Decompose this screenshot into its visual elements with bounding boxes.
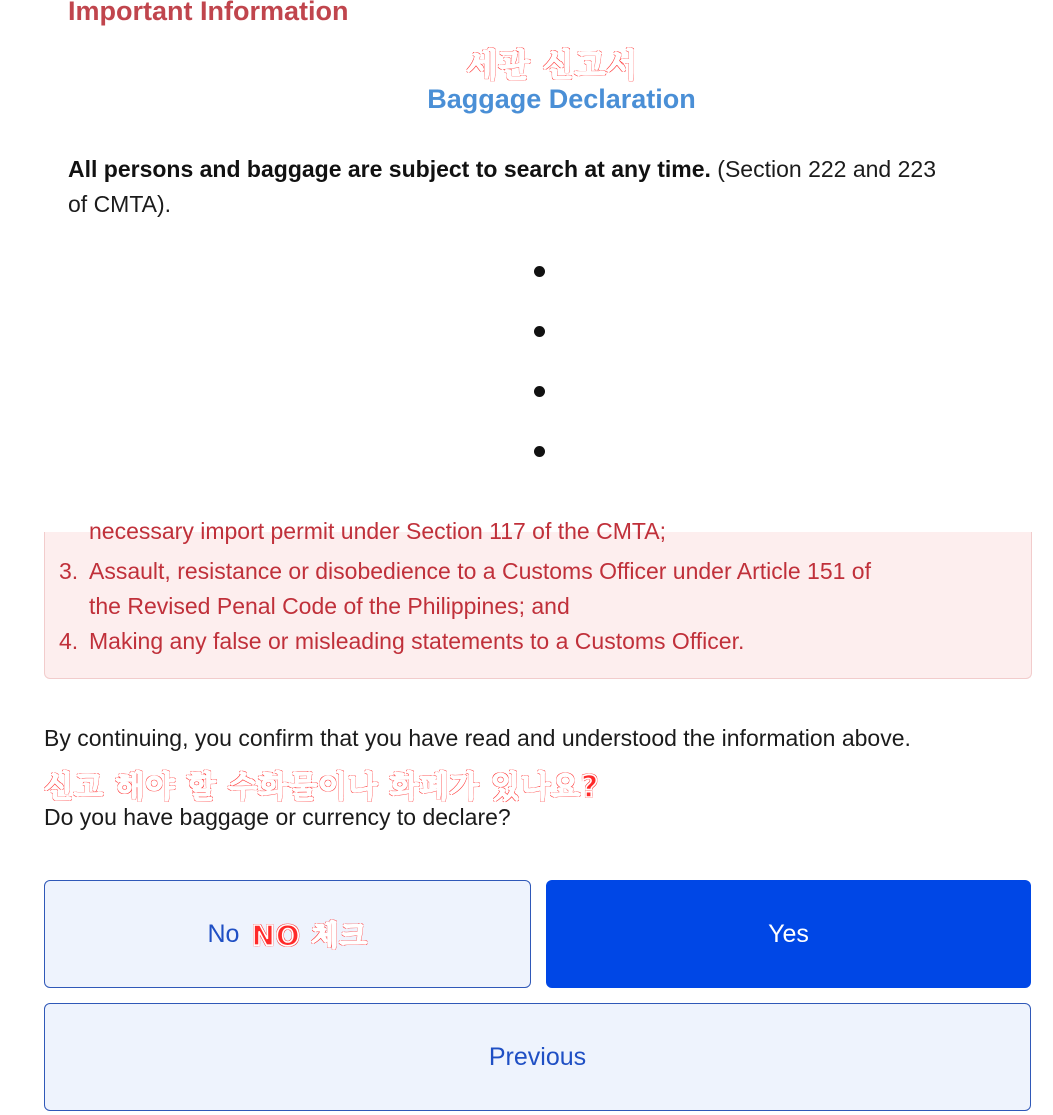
penalties-box xyxy=(44,518,1032,679)
penalty-item-3-cont: the Revised Penal Code of the Philippines; and xyxy=(89,593,570,619)
penalty-item-text: Making any false or misleading statements to a Customs Officer. xyxy=(89,628,745,654)
search-notice-rest: (Section 222 and 223 xyxy=(710,156,936,182)
page-subtitle: Baggage Declaration xyxy=(427,84,696,114)
previous-button[interactable] xyxy=(44,1003,1031,1111)
annotation-title-korean: 세관 신고서 xyxy=(466,46,639,84)
no-button-label: No xyxy=(207,919,240,948)
declare-question: Do you have baggage or currency to declare? xyxy=(44,804,511,830)
confirmation-text: By continuing, you confirm that you have read and understood the information above. xyxy=(44,725,911,751)
search-notice-bold: All persons and baggage are subject to search at any time. xyxy=(68,156,711,182)
ellipsis-dot xyxy=(534,386,545,397)
ellipsis-dot xyxy=(534,326,545,337)
penalty-cut-line: necessary import permit under Section 117 of the CMTA; xyxy=(89,518,666,544)
penalty-item-4 xyxy=(59,624,744,659)
previous-button-label: Previous xyxy=(488,1042,587,1071)
page-heading: Important Information xyxy=(68,0,349,26)
ellipsis-dot xyxy=(534,266,545,277)
no-button[interactable] xyxy=(44,880,531,988)
search-notice-line2: of CMTA). xyxy=(68,191,172,217)
ellipsis-dot xyxy=(534,446,545,457)
penalty-item-number: 4. xyxy=(59,628,79,654)
penalty-item-3 xyxy=(59,554,871,589)
annotation-no-korean: NO 체크 xyxy=(251,919,368,952)
search-notice xyxy=(68,152,1053,187)
yes-button-label: Yes xyxy=(768,919,809,948)
penalty-item-number: 3. xyxy=(59,558,79,584)
annotation-question-korean: 신고 해야 할 수화물이나 화폐가 있나요? xyxy=(44,770,600,805)
yes-button[interactable] xyxy=(546,880,1031,988)
penalty-item-text: Assault, resistance or disobedience to a Customs Officer under Article 151 of xyxy=(89,558,871,584)
